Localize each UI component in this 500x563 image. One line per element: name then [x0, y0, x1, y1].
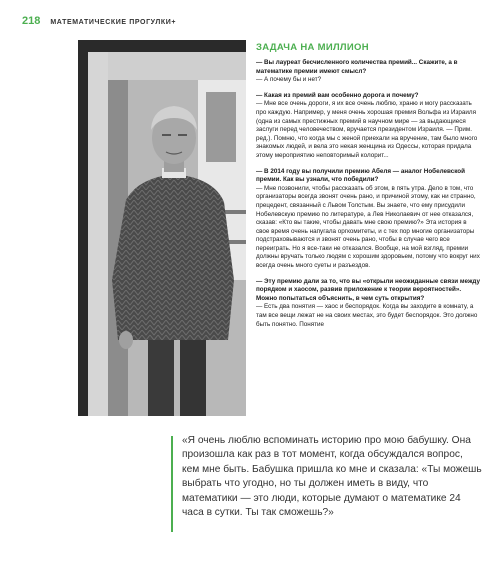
- question-2: — Какая из премий вам особенно дорога и почему?: [256, 91, 419, 99]
- answer-1: — А почему бы и нет?: [256, 76, 322, 84]
- interview-column: [256, 42, 480, 329]
- quote-accent-bar: [171, 436, 173, 532]
- running-head: МАТЕМАТИЧЕСКИЕ ПРОГУЛКИ+: [50, 19, 177, 26]
- page-number: 218: [22, 15, 41, 27]
- answer-3: — Мне позвонили, чтобы рассказать об этом, в пять утра. Дело в том, что организаторы всегда звонят очень рано, и причиной этому, как ни странно, прецедент, связанный с Львом Толстым. Вы знаете, что ему присудили Нобелевскую премию по литературе, а Лев Николаевич от нее отказался, сказав: «Кто вы такие, чтобы давать мне свою премию?» Эта история в свое время очень напугала оргкомитеты, и с тех пор многие организаторы подстраховываются и звонят очень рано, чтобы в случае чего все переиграть. Но я все-таки не отказался. Вообще, на мой взгляд, премии должны вручать только людям с хорошим здоровьем, потому что вокруг них всегда очень много суеты и разъездов.: [256, 184, 480, 270]
- portrait-photo: [78, 40, 246, 416]
- section-title: ЗАДАЧА НА МИЛЛИОН: [256, 42, 369, 53]
- portrait-illustration: [78, 40, 246, 416]
- question-4: — Эту премию дали за то, что вы «открыли неожиданные связи между порядком и хаосом, развив приложение к теории вероятностей». Можно попытаться объяснить, в чем суть открытия?: [256, 277, 481, 302]
- pull-quote: «Я очень люблю вспоминать историю про мою бабушку. Она произошла как раз в тот момент, когда обсуждался вопрос, кем мне быть. Бабушка пришла ко мне и сказала: «Ты можешь выбрать что угодно, но ты должен иметь в виду, что математики — это люди, которые думают о математике 24 часа в сутки. Ты так сможешь?»: [182, 435, 482, 519]
- answer-4: — Есть два понятия — хаос и беспорядок. Когда вы заходите в комнату, а там все вещи лежат не на своих местах, это будет беспорядок. Это должно быть понятно. Понятие: [256, 303, 478, 328]
- question-3: — В 2014 году вы получили премию Абеля — аналог Нобелевской премии. Как вы узнали, что победили?: [256, 167, 465, 184]
- question-1: — Вы лауреат бесчисленного количества премий... Скажите, а в математике премии имеют смысл?: [256, 59, 458, 75]
- answer-2: — Мне все очень дороги, я их все очень люблю, храню и могу рассказать про каждую. Например, у меня очень хорошая премия Вольфа из Израиля (одна из самых престижных премий в научном мире — за выдающиеся заслуги перед человечеством, вручается президентом Израиля. — Прим. ред.). Помню, что когда мы с женой приехали на вручение, там было много знакомых людей, и вела это некая женщина из Одессы, которая придала этому мероприятию неповторимый колорит...: [256, 100, 478, 159]
- page-header: [22, 15, 176, 29]
